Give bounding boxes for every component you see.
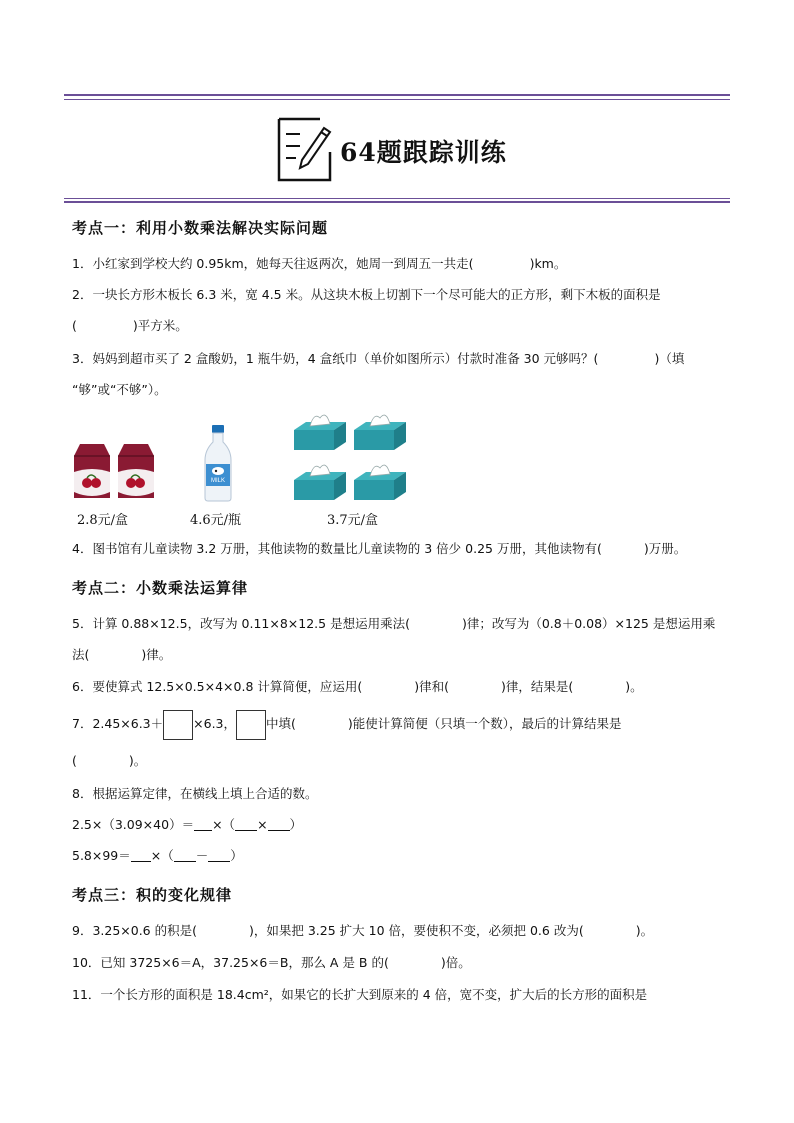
fill-line[interactable] bbox=[235, 818, 257, 831]
section-title-1: 考点一：利用小数乘法解决实际问题 bbox=[72, 219, 329, 237]
notepad-pencil-icon bbox=[276, 116, 334, 184]
question-5-cont: 法( )律。 bbox=[72, 647, 172, 662]
question-9: 9．3.25×0.6 的积是( )，如果把 3.25 扩大 10 倍，要使积不变，必须把 0.6 改为( )。 bbox=[72, 923, 654, 938]
fill-box[interactable] bbox=[236, 710, 266, 740]
question-8: 8．根据运算定律，在横线上填上合适的数。 bbox=[72, 786, 318, 801]
question-10: 10．已知 3725×6＝A，37.25×6＝B，那么 A 是 B 的( )倍。 bbox=[72, 955, 471, 970]
header-rule-bottom-thin bbox=[64, 198, 730, 199]
yogurt-box-icon bbox=[114, 442, 158, 500]
question-1: 1．小红家到学校大约 0.95km，她每天往返两次，她周一到周五一共走( )km。 bbox=[72, 256, 567, 271]
tissue-box-icon bbox=[292, 410, 348, 452]
question-7: 7．2.45×6.3＋ ×6.3， 中填( )能使计算简便（只填一个数），最后的计算结果是 bbox=[72, 709, 622, 740]
question-3-cont: “够”或“不够”）。 bbox=[72, 382, 167, 397]
header-rule-top bbox=[64, 94, 730, 96]
question-11: 11．一个长方形的面积是 18.4cm²，如果它的长扩大到原来的 4 倍，宽不变，扩大后的长方形的面积是 bbox=[72, 987, 648, 1002]
tissue-price: 3.7元/盒 bbox=[327, 513, 379, 528]
milk-bottle-icon bbox=[203, 424, 233, 502]
question-6: 6．要使算式 12.5×0.5×4×0.8 计算简便，应运用( )律和( )律，结果是( )。 bbox=[72, 679, 643, 694]
question-4: 4．图书馆有儿童读物 3.2 万册，其他读物的数量比儿童读物的 3 倍少 0.25 万册，其他读物有( )万册。 bbox=[72, 541, 687, 556]
question-8-line-2: 5.8×99＝ ×（ － ） bbox=[72, 848, 243, 863]
question-2: 2．一块长方形木板长 6.3 米，宽 4.5 米。从这块木板上切割下一个尽可能大的正方形，剩下木板的面积是 bbox=[72, 287, 661, 302]
question-8-line-1: 2.5×（3.09×40）＝ ×（ × ） bbox=[72, 817, 303, 832]
fill-line[interactable] bbox=[268, 818, 290, 831]
milk-label: MILK bbox=[210, 478, 226, 484]
tissue-box-icon bbox=[352, 410, 408, 452]
yogurt-price: 2.8元/盒 bbox=[77, 513, 129, 528]
section-title-3: 考点三：积的变化规律 bbox=[72, 886, 233, 904]
tissue-box-icon bbox=[292, 460, 348, 502]
page-title: 64题跟踪训练 bbox=[340, 138, 507, 167]
header-rule-bottom bbox=[64, 201, 730, 203]
milk-price: 4.6元/瓶 bbox=[190, 513, 242, 528]
fill-box[interactable] bbox=[163, 710, 193, 740]
question-5: 5．计算 0.88×12.5，改写为 0.11×8×12.5 是想运用乘法( )律；改写为（0.8＋0.08）×125 是想运用乘 bbox=[72, 616, 716, 631]
fill-line[interactable] bbox=[131, 849, 151, 862]
fill-line[interactable] bbox=[208, 849, 230, 862]
yogurt-box-icon bbox=[70, 442, 114, 500]
tissue-box-icon bbox=[352, 460, 408, 502]
question-7-cont: ( )。 bbox=[72, 753, 147, 768]
header-rule-top-thin bbox=[64, 99, 730, 100]
question-3: 3．妈妈到超市买了 2 盒酸奶，1 瓶牛奶，4 盒纸巾（单价如图所示）付款时准备 30 元够吗？( )（填 bbox=[72, 351, 685, 366]
question-2-cont: ( )平方米。 bbox=[72, 318, 188, 333]
fill-line[interactable] bbox=[174, 849, 196, 862]
section-title-2: 考点二：小数乘法运算律 bbox=[72, 579, 249, 597]
fill-line[interactable] bbox=[194, 818, 212, 831]
